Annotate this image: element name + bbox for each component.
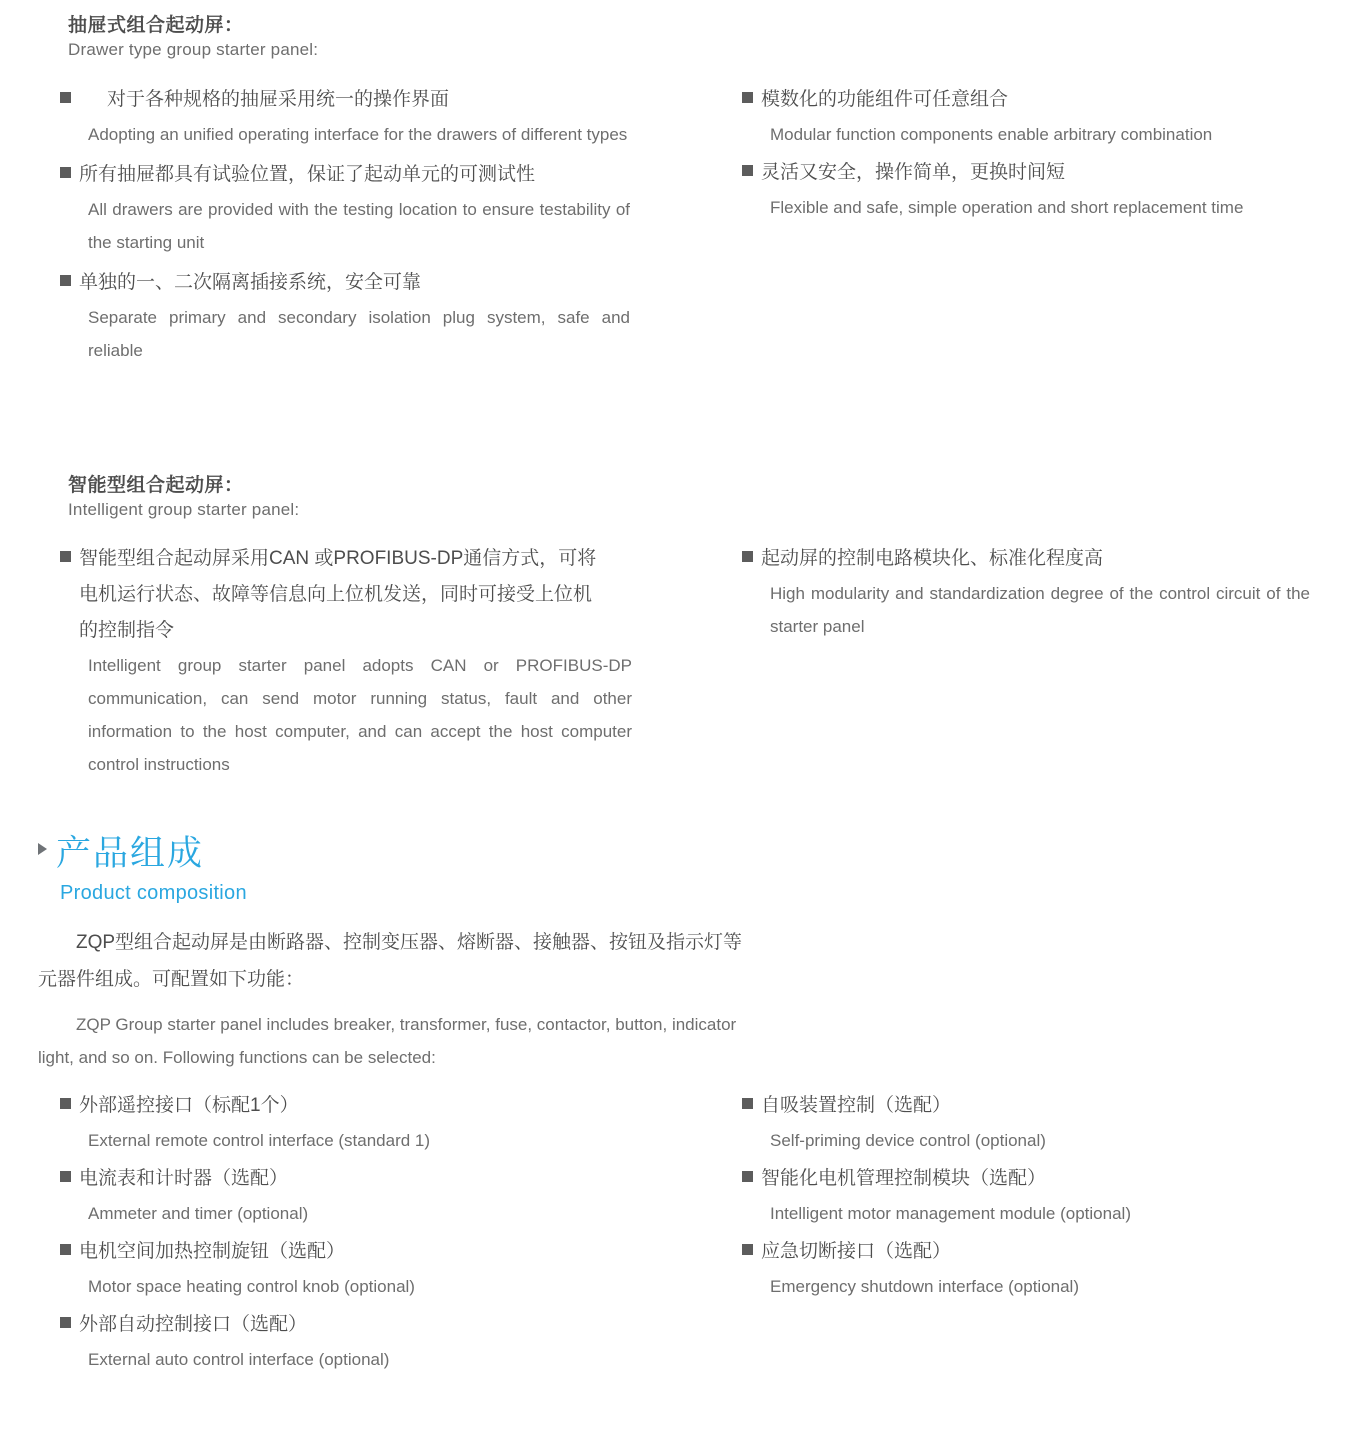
list-item	[742, 1234, 1342, 1303]
page-title: 产品组成	[56, 834, 205, 873]
square-bullet-icon	[60, 1171, 71, 1182]
bullet-text-cn: 电流表和计时器（选配）	[79, 1168, 289, 1189]
paragraph-en-line2: light, and so on. Following functions can be selected:	[38, 1048, 436, 1067]
drawer-right-bullets	[742, 82, 1307, 228]
bullet-text-en: Intelligent motor management module (optional)	[770, 1204, 1131, 1223]
square-bullet-icon	[742, 1098, 753, 1109]
drawer-left-bullets	[60, 82, 630, 371]
list-item	[742, 82, 1307, 151]
bullet-text-en: Flexible and safe, simple operation and short replacement time	[770, 198, 1244, 217]
paragraph-cn-line2: 元器件组成。可配置如下功能：	[38, 969, 305, 990]
paragraph-cn-line1: ZQP型组合起动屏是由断路器、控制变压器、熔断器、接触器、按钮及指示灯等	[76, 932, 743, 953]
square-bullet-icon	[60, 1317, 71, 1328]
product-composition-header	[38, 826, 638, 905]
bullet-text-en: Intelligent group starter panel adopts CAN or PROFIBUS-DP communication, can send motor running status, fault and other information to the host computer, and can accept the host computer control instructions	[88, 656, 632, 774]
intelligent-title-cn: 智能型组合起动屏：	[68, 475, 244, 496]
square-bullet-icon	[60, 167, 71, 178]
bullet-text-cn: 模数化的功能组件可任意组合	[761, 89, 1009, 110]
bullet-text-en: Ammeter and timer (optional)	[88, 1204, 309, 1223]
intelligent-section-left	[68, 470, 648, 520]
square-bullet-icon	[742, 92, 753, 103]
bullet-text-en: Adopting an unified operating interface for the drawers of different types	[88, 125, 628, 144]
composition-right-bullets	[742, 1088, 1342, 1307]
bullet-text-en: Motor space heating control knob (optional)	[88, 1277, 415, 1296]
list-item	[742, 541, 1310, 643]
bullet-text-cn: 电机空间加热控制旋钮（选配）	[79, 1241, 346, 1262]
bullet-text-cn: 外部自动控制接口（选配）	[79, 1314, 308, 1335]
list-item	[60, 1307, 660, 1376]
list-item	[60, 1088, 660, 1157]
bullet-text-cn: 应急切断接口（选配）	[761, 1241, 952, 1262]
list-item	[60, 541, 632, 781]
square-bullet-icon	[60, 275, 71, 286]
list-item	[60, 265, 630, 367]
drawer-section-left	[68, 10, 648, 60]
square-bullet-icon	[742, 1244, 753, 1255]
bullet-text-cn: 单独的一、二次隔离插接系统，安全可靠	[79, 272, 422, 293]
drawer-title-en: Drawer type group starter panel:	[68, 40, 319, 59]
list-item	[742, 1161, 1342, 1230]
bullet-text-cn: 自吸装置控制（选配）	[761, 1095, 952, 1116]
square-bullet-icon	[742, 165, 753, 176]
bullet-text-en: Emergency shutdown interface (optional)	[770, 1277, 1079, 1296]
intelligent-title-en: Intelligent group starter panel:	[68, 500, 300, 519]
square-bullet-icon	[60, 1244, 71, 1255]
intelligent-left-bullets	[60, 541, 632, 785]
composition-paragraphs	[38, 924, 918, 1074]
list-item	[60, 157, 630, 259]
page-subtitle: Product composition	[60, 882, 247, 904]
bullet-text-en: External auto control interface (optional)	[88, 1350, 390, 1369]
list-item	[60, 1234, 660, 1303]
bullet-text-cn: 外部遥控接口（标配1个）	[79, 1095, 299, 1116]
bullet-text-cn: 对于各种规格的抽屉采用统一的操作界面	[107, 89, 450, 110]
square-bullet-icon	[60, 1098, 71, 1109]
bullet-text-en: Modular function components enable arbitrary combination	[770, 125, 1213, 144]
bullet-text-en: High modularity and standardization degree of the control circuit of the starter panel	[770, 584, 1310, 636]
triangle-bullet-icon	[38, 843, 47, 855]
bullet-text-en: Separate primary and secondary isolation plug system, safe and reliable	[88, 308, 630, 360]
bullet-text-cn: 智能型组合起动屏采用CAN 或PROFIBUS-DP通信方式，可将电机运行状态、故障等信息向上位机发送，同时可接受上位机的控制指令	[79, 548, 597, 641]
paragraph-en-line1: ZQP Group starter panel includes breaker, transformer, fuse, contactor, button, indicator	[76, 1015, 737, 1034]
list-item	[60, 82, 630, 151]
bullet-text-cn: 所有抽屉都具有试验位置，保证了起动单元的可测试性	[79, 164, 536, 185]
intelligent-right-bullets	[742, 541, 1310, 647]
composition-left-bullets	[60, 1088, 660, 1380]
bullet-text-en: All drawers are provided with the testing location to ensure testability of the starting unit	[88, 200, 630, 252]
square-bullet-icon	[742, 551, 753, 562]
bullet-text-en: Self-priming device control (optional)	[770, 1131, 1046, 1150]
bullet-text-cn: 灵活又安全，操作简单，更换时间短	[761, 162, 1066, 183]
bullet-text-cn: 智能化电机管理控制模块（选配）	[761, 1168, 1047, 1189]
list-item	[742, 155, 1307, 224]
bullet-text-cn: 起动屏的控制电路模块化、标准化程度高	[761, 548, 1104, 569]
list-item	[60, 1161, 660, 1230]
drawer-title-cn: 抽屉式组合起动屏：	[68, 15, 244, 36]
square-bullet-icon	[742, 1171, 753, 1182]
bullet-text-en: External remote control interface (standard 1)	[88, 1131, 431, 1150]
square-bullet-icon	[60, 92, 71, 103]
square-bullet-icon	[60, 551, 71, 562]
list-item	[742, 1088, 1342, 1157]
